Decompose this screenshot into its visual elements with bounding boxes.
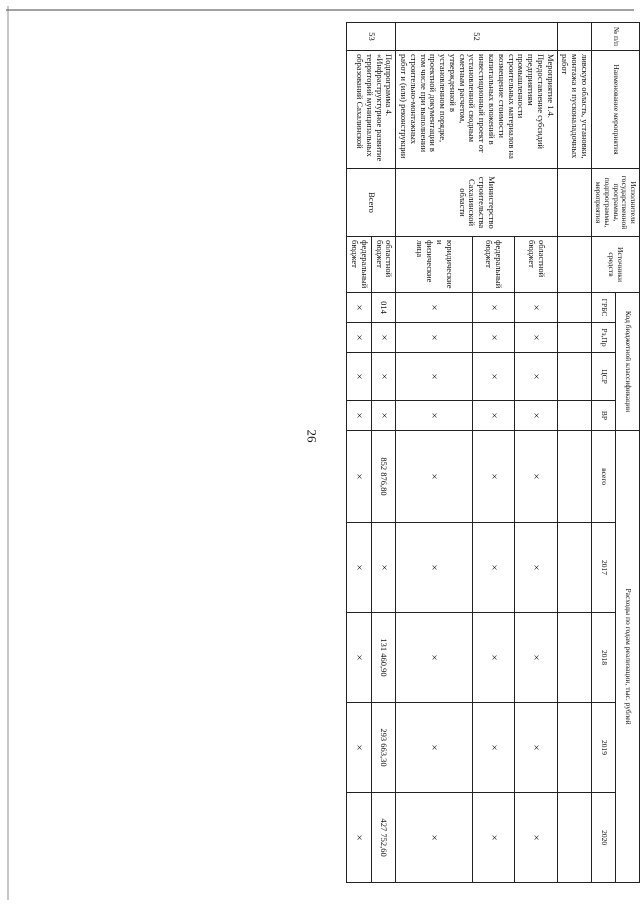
header-2018: 2018 <box>591 613 615 703</box>
row53-source-2: федеральный бюджет <box>347 237 372 293</box>
continuation-name: ливскую область, установки, монтажа и пусконаладочных работ <box>557 51 591 169</box>
row52-csr-3: × <box>396 353 472 401</box>
row53-grbs-2: × <box>347 293 372 323</box>
row52-2019-2: × <box>472 703 514 793</box>
header-sources: Источники средств <box>591 237 639 293</box>
row52-name: Мероприятие 1.4. Предоставление субсидий предприятиям промышленности строительных материалов на возмещение стоимости капитальных вложений в инвестиционный проект от установленной сводным сметным расчетом, утвержденной в установленном порядке, проектной документации в том числе при выполнении строительно-монтажных работ и (или) реконструкции <box>396 51 557 169</box>
row52-2020-2: × <box>472 793 514 883</box>
row52-2017-3: × <box>396 523 472 613</box>
header-2020: 2020 <box>591 793 615 883</box>
row53-2017-1: × <box>371 523 396 613</box>
row52-source-1: областной бюджет <box>515 237 557 293</box>
row53-executor: Всего <box>347 169 396 237</box>
row53-num: 53 <box>347 23 396 51</box>
header-executor: Исполнители государственной программы, подпрограммы, мероприятия <box>591 169 639 237</box>
page-number: 26 <box>304 429 320 443</box>
header-vr: ВР <box>591 401 615 431</box>
row52-csr-1: × <box>515 353 557 401</box>
row52-2019-1: × <box>515 703 557 793</box>
row52-total-2: × <box>472 431 514 523</box>
row53-2018-1: 131 460,90 <box>371 613 396 703</box>
row52-2018-3: × <box>396 613 472 703</box>
header-budget-code: Код бюджетной классификации <box>615 293 639 431</box>
row52-vr-3: × <box>396 401 472 431</box>
budget-table <box>346 22 640 883</box>
row52-num: 52 <box>396 23 557 51</box>
row52-2018-2: × <box>472 613 514 703</box>
header-2017: 2017 <box>591 523 615 613</box>
row53-grbs-1: 014 <box>371 293 396 323</box>
row52-2019-3: × <box>396 703 472 793</box>
row53-2019-2: × <box>347 703 372 793</box>
row52-source-2: федеральный бюджет <box>472 237 514 293</box>
row52-2017-2: × <box>472 523 514 613</box>
rotated-table-wrapper <box>145 22 640 882</box>
header-name: Наименование мероприятия <box>591 51 639 169</box>
row52-2018-1: × <box>515 613 557 703</box>
row53-csr-2: × <box>347 353 372 401</box>
header-expenses: Расходы по годам реализации, тыс. рублей <box>615 431 639 883</box>
header-grbs: ГРБС <box>591 293 615 323</box>
row52-vr-2: × <box>472 401 514 431</box>
row52-2020-1: × <box>515 793 557 883</box>
header-num: № п/п <box>591 23 639 51</box>
row52-grbs-1: × <box>515 293 557 323</box>
row52-executor: Министерство строительства Сахалинской области <box>396 169 557 237</box>
row53-2019-1: 293 663,30 <box>371 703 396 793</box>
row53-name: Подпрограмма 4. «Инфраструктурное развитие территорий муниципальных образований Сахалинской <box>347 51 396 169</box>
row52-rzpr-3: × <box>396 323 472 353</box>
row52-2017-1: × <box>515 523 557 613</box>
table-row <box>371 23 396 883</box>
table-row <box>515 23 557 883</box>
row53-rzpr-1: × <box>371 323 396 353</box>
row53-total-2: × <box>347 431 372 523</box>
row53-vr-1: × <box>371 401 396 431</box>
row53-source-1: областной бюджет <box>371 237 396 293</box>
header-total: всего <box>591 431 615 523</box>
header-rzpr: Рз,Пр <box>591 323 615 353</box>
row52-rzpr-1: × <box>515 323 557 353</box>
row52-grbs-3: × <box>396 293 472 323</box>
row53-total-1: 852 876,80 <box>371 431 396 523</box>
header-csr: ЦСР <box>591 353 615 401</box>
header-2019: 2019 <box>591 703 615 793</box>
row52-source-3: юридические и физические лица <box>396 237 472 293</box>
row53-2017-2: × <box>347 523 372 613</box>
continuation-num-cell <box>557 23 591 51</box>
row52-csr-2: × <box>472 353 514 401</box>
row53-vr-2: × <box>347 401 372 431</box>
row52-grbs-2: × <box>472 293 514 323</box>
row52-rzpr-2: × <box>472 323 514 353</box>
row52-vr-1: × <box>515 401 557 431</box>
row53-2018-2: × <box>347 613 372 703</box>
row52-total-1: × <box>515 431 557 523</box>
header-row-1 <box>615 23 639 883</box>
row53-rzpr-2: × <box>347 323 372 353</box>
row53-2020-1: 427 752,60 <box>371 793 396 883</box>
row52-2020-3: × <box>396 793 472 883</box>
row53-2020-2: × <box>347 793 372 883</box>
row52-total-3: × <box>396 431 472 523</box>
continuation-row <box>557 23 591 883</box>
row53-csr-1: × <box>371 353 396 401</box>
